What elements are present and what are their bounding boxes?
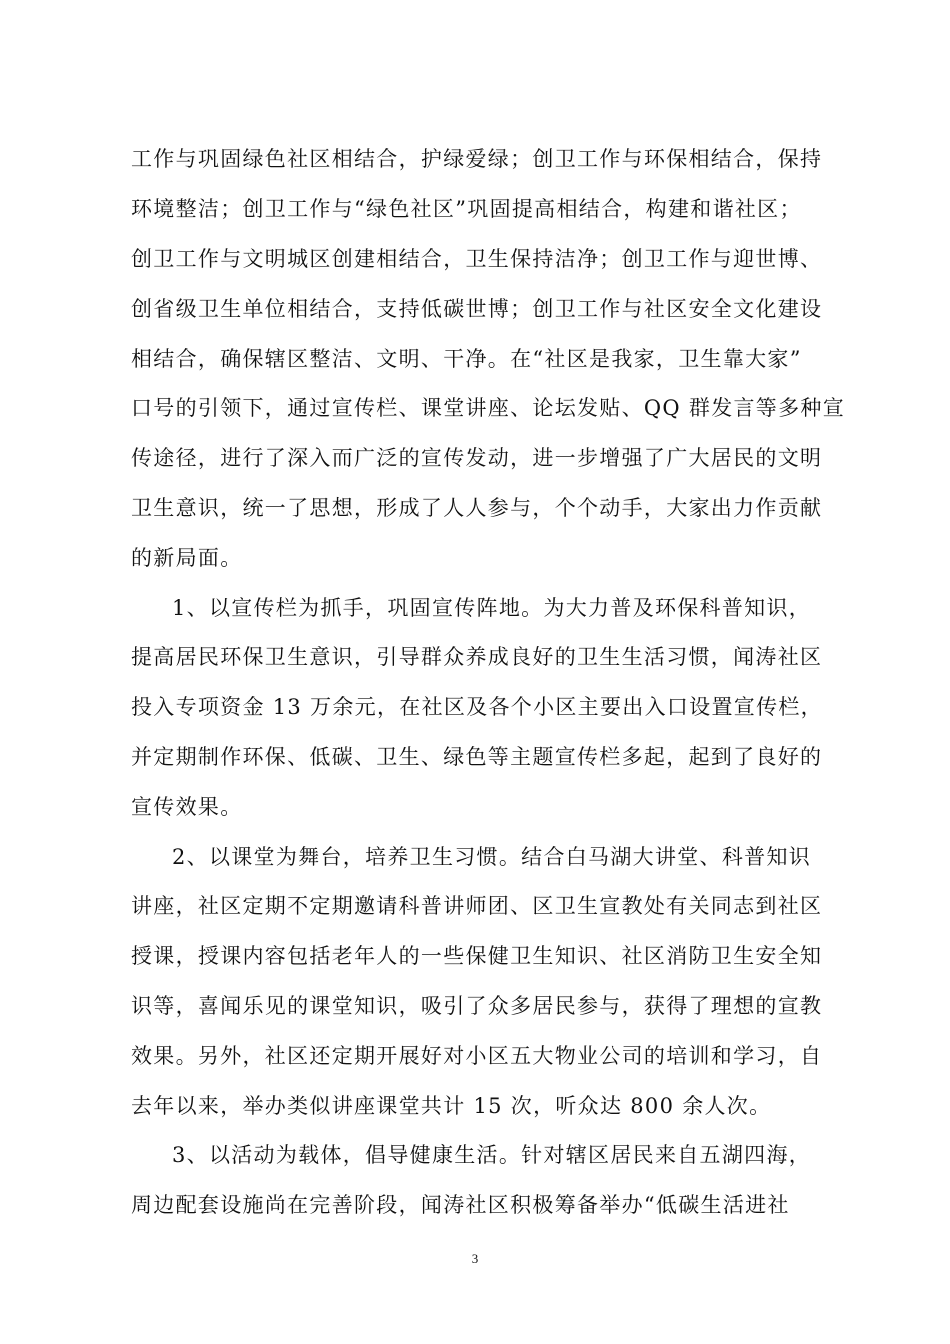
- page-number: 3: [471, 1251, 479, 1266]
- text-line: 讲座，社区定期不定期邀请科普讲师团、区卫生宣教处有关同志到社区: [131, 894, 823, 918]
- text-line: 工作与巩固绿色社区相结合，护绿爱绿；创卫工作与环保相结合，保持: [131, 147, 823, 171]
- text-line: 宣传效果。: [131, 795, 243, 819]
- paragraph-2-heading-line: 2、以课堂为舞台，培养卫生习惯。结合白马湖大讲堂、科普知识: [172, 845, 812, 869]
- text-line: 授课，授课内容包括老年人的一些保健卫生知识、社区消防卫生安全知: [131, 944, 823, 968]
- text-line: 创卫工作与文明城区创建相结合，卫生保持洁净；创卫工作与迎世博、: [131, 247, 823, 271]
- text-line: 的新局面。: [131, 546, 243, 570]
- text-line: 识等，喜闻乐见的课堂知识，吸引了众多居民参与，获得了理想的宣教: [131, 994, 823, 1018]
- text-line: 去年以来，举办类似讲座课堂共计 15 次，听众达 800 余人次。: [131, 1094, 772, 1118]
- text-line: 效果。另外，社区还定期开展好对小区五大物业公司的培训和学习，自: [131, 1044, 823, 1068]
- text-line: 并定期制作环保、低碳、卫生、绿色等主题宣传栏多起，起到了良好的: [131, 745, 823, 769]
- text-line: 相结合，确保辖区整洁、文明、干净。在“社区是我家，卫生靠大家”: [131, 347, 802, 371]
- text-line: 口号的引领下，通过宣传栏、课堂讲座、论坛发贴、QQ 群发言等多种宣: [131, 396, 846, 420]
- text-line: 投入专项资金 13 万余元，在社区及各个小区主要出入口设置宣传栏，: [131, 695, 823, 719]
- text-line: 传途径，进行了深入而广泛的宣传发动，进一步增强了广大居民的文明: [131, 446, 823, 470]
- paragraph-1-heading-line: 1、以宣传栏为抓手，巩固宣传阵地。为大力普及环保科普知识，: [172, 596, 812, 620]
- text-line: 创省级卫生单位相结合，支持低碳世博；创卫工作与社区安全文化建设: [131, 297, 823, 321]
- text-line: 周边配套设施尚在完善阶段，闻涛社区积极筹备举办“低碳生活进社: [131, 1193, 790, 1217]
- paragraph-3-heading-line: 3、以活动为载体，倡导健康生活。针对辖区居民来自五湖四海，: [172, 1143, 812, 1167]
- text-line: 提高居民环保卫生意识，引导群众养成良好的卫生生活习惯，闻涛社区: [131, 645, 823, 669]
- text-line: 环境整洁；创卫工作与“绿色社区”巩固提高相结合，构建和谐社区；: [131, 197, 802, 221]
- text-line: 卫生意识，统一了思想，形成了人人参与，个个动手，大家出力作贡献: [131, 496, 823, 520]
